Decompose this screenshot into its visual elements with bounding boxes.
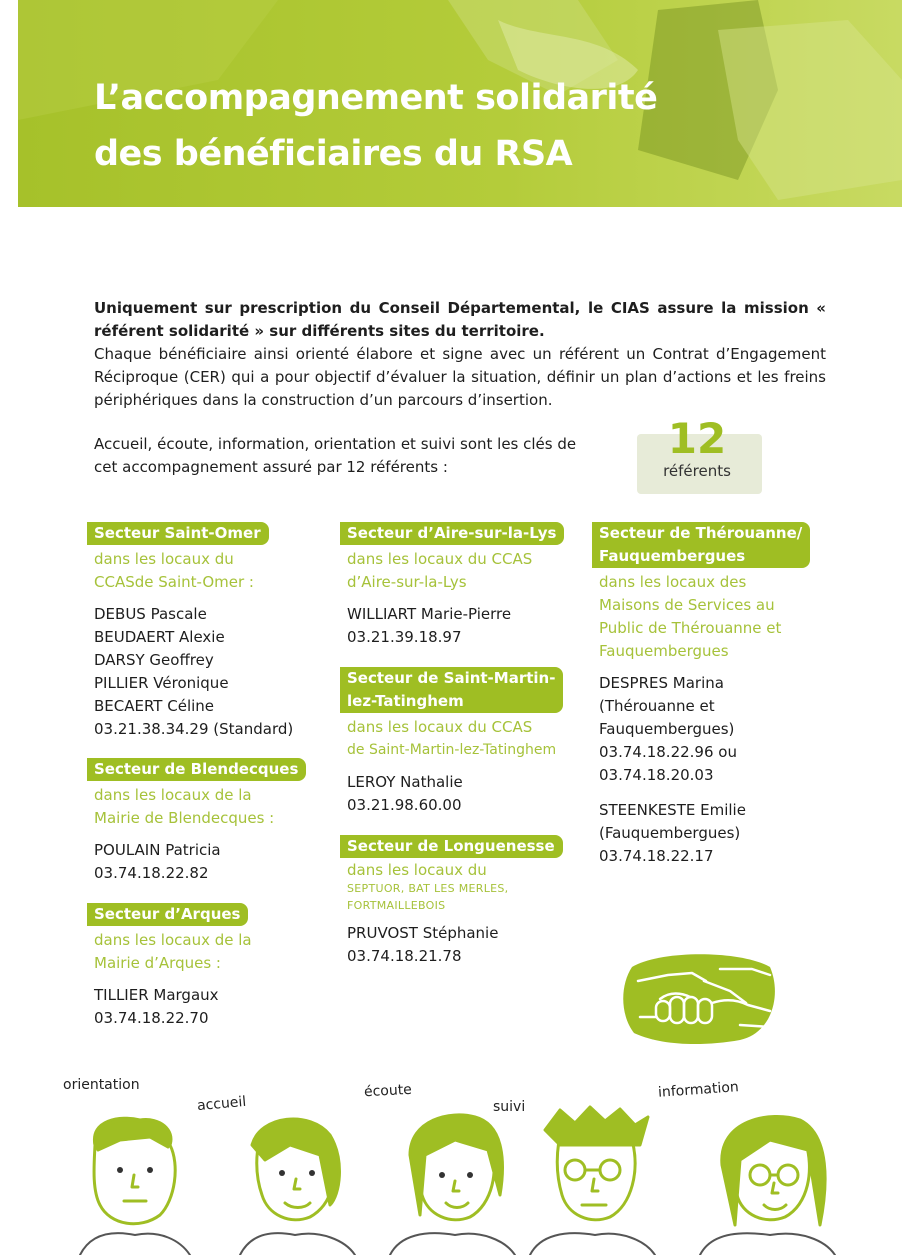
contact-line: Fauquembergues) [599,720,735,738]
person-illustration [0,1105,920,1255]
sector-location [599,571,810,663]
word-orientation: orientation [63,1077,140,1093]
keys-text [94,433,604,479]
location-line: d’Aire-sur-la-Lys [347,573,467,591]
sector-saint-omer [94,522,293,741]
contact-line: 03.74.18.22.82 [94,864,209,882]
intro-paragraph: Chaque bénéficiaire ainsi orienté élabore et signe avec un référent un Contrat d’Engagement Réciproque (CER) qui a pour objectif d’évaluer la situation, définir un plan d’actions et les freins périphériques dans la construction d’un parcours d’insertion. [94,345,826,409]
keys-line-2: cet accompagnement assuré par 12 référents : [94,458,448,476]
referents-count: 12 [667,414,727,463]
sector-title: Secteur de Longuenesse [340,835,563,858]
location-line: Mairie de Blendecques : [94,809,275,827]
title-line: Secteur de Thérouanne/ [599,524,803,542]
sector-location [347,548,564,594]
sector-aire-sur-la-lys [347,522,564,649]
location-line: Public de Thérouanne et [599,619,782,637]
contact-line: WILLIART Marie-Pierre [347,605,512,623]
location-line: dans les locaux du CCAS [347,718,533,736]
sector-arques [94,903,252,1030]
location-line: Maisons de Services au [599,596,775,614]
sector-title: Secteur d’Arques [87,903,248,926]
contact-line: PRUVOST Stéphanie [347,924,499,942]
contact-line: 03.74.18.21.78 [347,947,462,965]
location-line: SEPTUOR, BAT LES MERLES, [347,882,509,895]
referents-badge [637,414,762,494]
contact-line: DEBUS Pascale [94,605,207,623]
location-line: de Saint-Martin-lez-Tatinghem [347,742,557,758]
contact-line: 03.21.98.60.00 [347,796,462,814]
sector-contacts [94,984,252,1030]
location-line: dans les locaux du [94,550,234,568]
location-line: dans les locaux de la [94,931,252,949]
contact-line: 03.21.38.34.29 (Standard) [94,720,294,738]
keys-line-1: Accueil, écoute, information, orientation et suivi sont les clés de [94,435,577,453]
sector-therouanne-fauquembergues [599,522,810,868]
sector-location [94,929,252,975]
sector-location [347,860,563,914]
sector-location [94,784,306,830]
location-line: Mairie d’Arques : [94,954,221,972]
contact-line: DESPRES Marina [599,674,724,692]
contact-line: POULAIN Patricia [94,841,221,859]
sector-blendecques [94,758,306,885]
contact-line: 03.74.18.20.03 [599,766,714,784]
title-line: Fauquembergues [599,547,746,565]
page-title [94,70,657,182]
word-accueil: accueil [196,1093,247,1115]
word-information: information [657,1079,740,1101]
title-line-2: des bénéficiaires du RSA [94,134,573,174]
sector-contacts [347,922,563,968]
contact-line: 03.21.39.18.97 [347,628,462,646]
title-line: lez-Tatinghem [347,692,464,710]
intro-bold: Uniquement sur prescription du Conseil Départemental, le CIAS assure la mission « référent solidarité » sur différents sites du territoire. [94,299,826,340]
contact-line: STEENKESTE Emilie [599,801,746,819]
sector-title [592,522,810,568]
sector-location [94,548,293,594]
sector-contacts [599,672,810,868]
word-suivi: suivi [493,1099,526,1115]
location-line: dans les locaux de la [94,786,252,804]
location-line: dans les locaux des [599,573,747,591]
sector-saint-martin-lez-tatinghem [347,667,563,817]
sector-location [347,716,563,762]
contact-line: 03.74.18.22.96 ou [599,743,737,761]
intro-text [94,297,826,412]
sector-title: Secteur d’Aire-sur-la-Lys [340,522,564,545]
contact-line: 03.74.18.22.70 [94,1009,209,1027]
contact-line: DARSY Geoffrey [94,651,214,669]
contact-line: TILLIER Margaux [94,986,219,1004]
contact-line: (Thérouanne et [599,697,715,715]
sector-contacts [94,603,293,741]
title-line-1: L’accompagnement solidarité [94,78,658,118]
handshake-icon [620,945,780,1045]
sector-title: Secteur Saint-Omer [87,522,269,545]
sector-contacts [94,839,306,885]
sector-contacts [347,603,564,649]
word-ecoute: écoute [363,1081,413,1101]
location-line: dans les locaux du CCAS [347,550,533,568]
location-line: Fauquembergues [599,642,729,660]
location-line: FORTMAILLEBOIS [347,899,446,912]
contact-line: (Fauquembergues) [599,824,741,842]
contact-line: BECAERT Céline [94,697,215,715]
title-line: Secteur de Saint-Martin- [347,669,556,687]
contact-line: BEUDAERT Alexie [94,628,225,646]
sector-title [340,667,563,713]
sector-longuenesse [347,835,563,968]
contact-line: LEROY Nathalie [347,773,463,791]
contact-line: PILLIER Véronique [94,674,229,692]
location-line: dans les locaux du [347,861,487,879]
contact-line: 03.74.18.22.17 [599,847,714,865]
location-line: CCASde Saint-Omer : [94,573,254,591]
hero-banner [18,0,902,207]
sector-contacts [347,771,563,817]
referents-label: référents [663,462,731,480]
sector-title: Secteur de Blendecques [87,758,306,781]
